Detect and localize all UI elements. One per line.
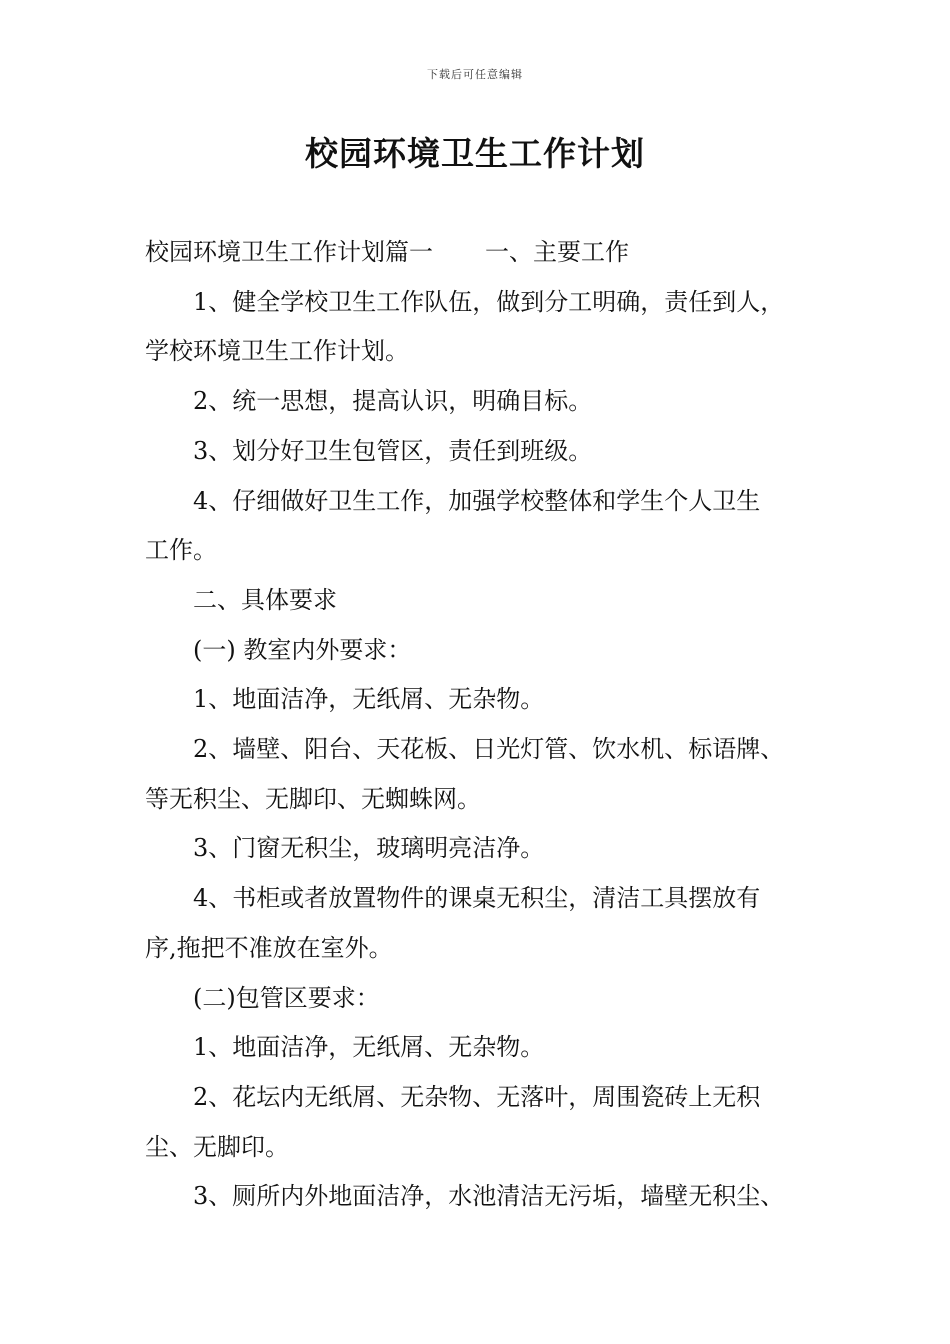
document-body [145, 228, 835, 1222]
document-title: 校园环境卫生工作计划 [305, 134, 645, 173]
paragraph-8-line-2: 等无积尘、无脚印、无蜘蛛网。 [145, 784, 481, 813]
subsection-heading-1 [145, 626, 835, 676]
paragraph-1-cont [145, 327, 835, 377]
intro-part-2: 一、主要工作 [485, 238, 629, 266]
section-heading-2-text: 二、具体要求 [193, 585, 337, 614]
subsection-heading-2 [145, 974, 835, 1024]
paragraph-8-line-1: 2、墙壁、阳台、天花板、日光灯管、饮水机、标语牌、 [193, 735, 785, 764]
paragraph-14-line-1: 3、厕所内外地面洁净，水池清洁无污垢，墙壁无积尘、 [193, 1182, 785, 1211]
section-heading-2 [145, 576, 835, 626]
paragraph-7 [145, 675, 835, 725]
intro-part-1: 校园环境卫生工作计划篇一 [145, 238, 433, 266]
paragraph-10-line-2: 序,拖把不准放在室外。 [145, 933, 393, 962]
subsection-heading-1-text: (一) 教室内外要求： [193, 635, 412, 664]
paragraph-12 [145, 1023, 835, 1073]
paragraph-4-line-2: 工作。 [145, 536, 217, 565]
header-note: 下载后可任意编辑 [427, 68, 523, 81]
paragraph-9 [145, 824, 835, 874]
paragraph-8-cont [145, 775, 835, 825]
paragraph-13 [145, 1073, 835, 1123]
paragraph-3-line-1: 3、划分好卫生包管区，责任到班级。 [193, 436, 593, 465]
paragraph-9-line-1: 3、门窗无积尘，玻璃明亮洁净。 [193, 834, 545, 863]
paragraph-10 [145, 874, 835, 924]
intro-line [145, 228, 835, 278]
paragraph-2-line-1: 2、统一思想，提高认识，明确目标。 [193, 387, 593, 416]
paragraph-13-cont [145, 1123, 835, 1173]
paragraph-8 [145, 725, 835, 775]
paragraph-4-cont [145, 526, 835, 576]
paragraph-10-cont [145, 924, 835, 974]
paragraph-13-line-2: 尘、无脚印。 [145, 1132, 289, 1161]
paragraph-4-line-1: 4、仔细做好卫生工作，加强学校整体和学生个人卫生 [193, 486, 761, 515]
paragraph-3 [145, 427, 835, 477]
paragraph-12-line-1: 1、地面洁净，无纸屑、无杂物。 [193, 1033, 545, 1062]
paragraph-10-line-1: 4、书柜或者放置物件的课桌无积尘，清洁工具摆放有 [193, 884, 761, 913]
paragraph-1-line-2: 学校环境卫生工作计划。 [145, 337, 409, 366]
paragraph-14 [145, 1172, 835, 1222]
paragraph-13-line-1: 2、花坛内无纸屑、无杂物、无落叶，周围瓷砖上无积 [193, 1082, 761, 1111]
paragraph-7-line-1: 1、地面洁净，无纸屑、无杂物。 [193, 685, 545, 714]
paragraph-1 [145, 278, 835, 328]
paragraph-2 [145, 377, 835, 427]
paragraph-1-line-1: 1、健全学校卫生工作队伍，做到分工明确，责任到人， [193, 287, 785, 316]
paragraph-4 [145, 477, 835, 527]
subsection-heading-2-text: (二)包管区要求： [193, 983, 380, 1012]
